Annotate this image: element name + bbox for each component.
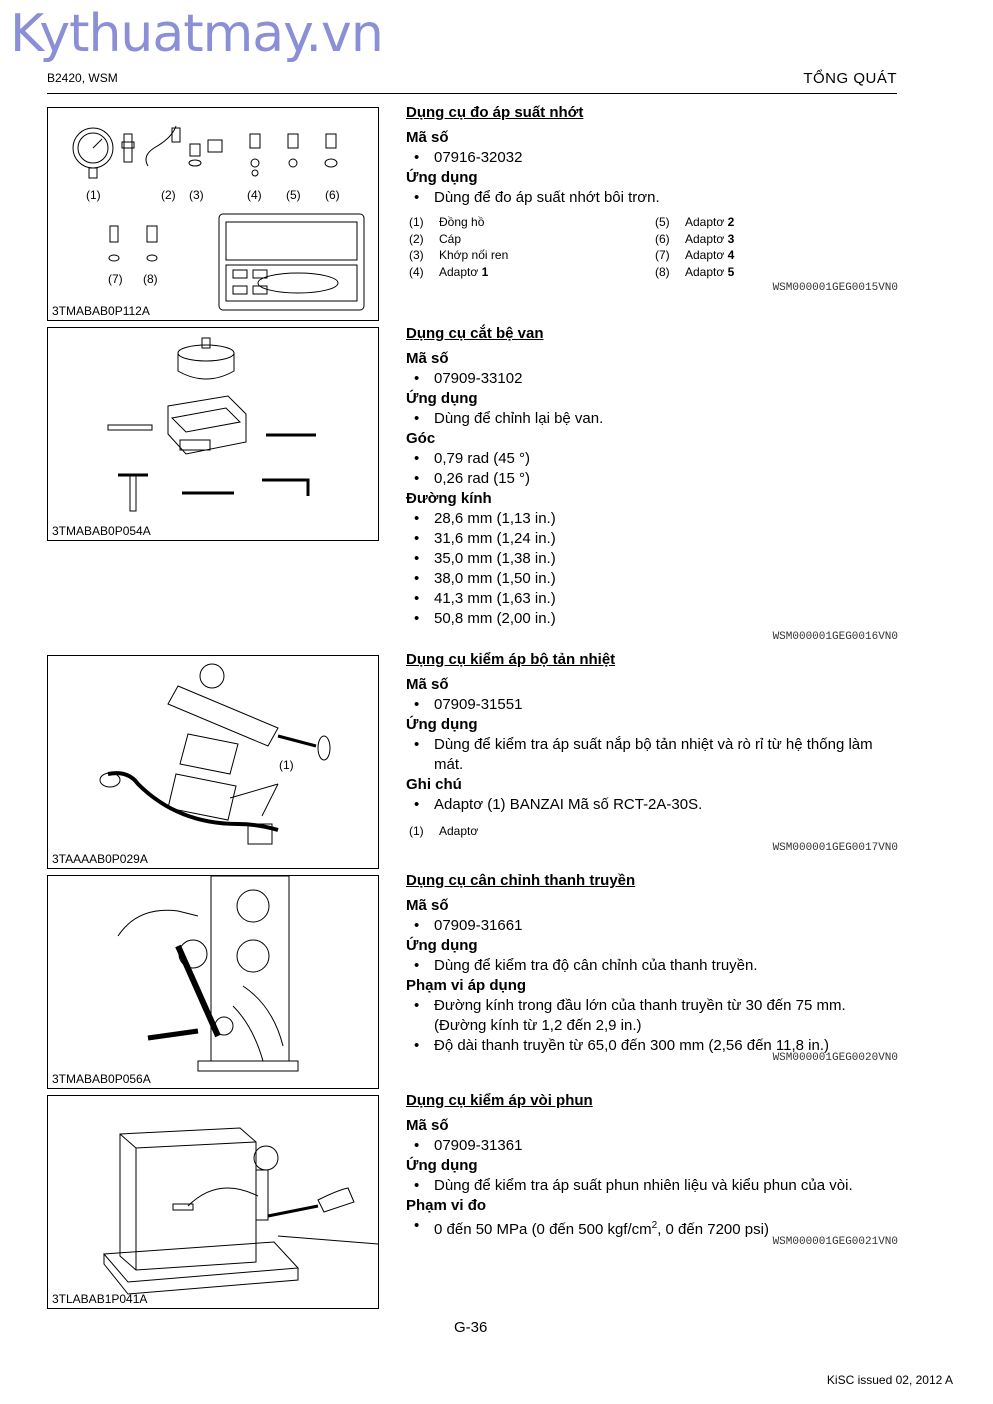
fig1-label-3: (3) (189, 188, 204, 202)
figure-connecting-rod-aligner (47, 875, 379, 1089)
code-value: • 07916-32032 (406, 148, 898, 168)
section-radiator-tester (406, 651, 898, 854)
note-value: • Adaptơ (1) BANZAI Mã số RCT-2A-30S. (406, 795, 898, 815)
code-value: • 07909-31661 (406, 916, 898, 936)
figure-valve-seat-cutter (47, 327, 379, 541)
reference-code: WSM000001GEG0017VN0 (772, 841, 898, 854)
oil-pressure-tester-illustration (48, 108, 378, 320)
fig1-label-4: (4) (247, 188, 262, 202)
figure-code: 3TAAAAB0P029A (52, 852, 148, 866)
diameter-item: • 35,0 mm (1,38 in.) (406, 549, 898, 569)
fig1-label-2: (2) (161, 188, 176, 202)
diameter-item: • 31,6 mm (1,24 in.) (406, 529, 898, 549)
watermark: Kythuatmay.vn (10, 4, 383, 64)
legend-list (406, 823, 898, 840)
use-value: • Dùng để đo áp suất nhớt bôi trơn. (406, 188, 898, 208)
code-value: • 07909-31361 (406, 1136, 898, 1156)
code-label: Mã số (406, 350, 449, 367)
figure-code: 3TMABAB0P054A (52, 524, 151, 538)
fig1-label-1: (1) (86, 188, 101, 202)
legend-item: (7) Adaptơ 4 (655, 248, 735, 262)
valve-seat-cutter-illustration (48, 328, 378, 540)
use-label: Ứng dụng (406, 937, 478, 954)
diameter-item: • 41,3 mm (1,63 in.) (406, 589, 898, 609)
range-label: Phạm vi đo (406, 1197, 487, 1214)
figure-radiator-tester (47, 655, 379, 869)
range-item: • Độ dài thanh truyền từ 65,0 đến 300 mm (2,56 đến 11,8 in.) (406, 1036, 898, 1056)
legend-item: (2) Cáp (409, 231, 462, 246)
diameter-item: • 50,8 mm (2,00 in.) (406, 609, 898, 629)
angle-item: • 0,26 rad (15 °) (406, 469, 898, 489)
header-chapter: TỔNG QUÁT (803, 70, 897, 87)
fig1-label-7: (7) (108, 272, 123, 286)
section-nozzle-tester (406, 1092, 898, 1248)
note-label: Ghi chú (406, 776, 462, 793)
legend-item: (6) Adaptơ 3 (655, 231, 735, 246)
fig1-label-5: (5) (286, 188, 301, 202)
use-label: Ứng dụng (406, 1157, 478, 1174)
section-oil-pressure-tester (406, 104, 898, 294)
diameter-item: • 38,0 mm (1,50 in.) (406, 569, 898, 589)
use-label: Ứng dụng (406, 716, 478, 733)
code-label: Mã số (406, 129, 449, 146)
use-value: • Dùng để kiểm tra áp suất nắp bộ tản nhiệt và rò rỉ từ hệ thống làm mát. (406, 735, 898, 775)
figure-oil-pressure-tester (47, 107, 379, 321)
figure-code: 3TMABAB0P056A (52, 1072, 151, 1086)
diameter-label: Đường kính (406, 490, 492, 507)
section-valve-seat-cutter (406, 325, 898, 643)
fig1-label-6: (6) (325, 188, 340, 202)
connecting-rod-aligner-illustration (48, 876, 378, 1088)
code-value: • 07909-33102 (406, 369, 898, 389)
code-label: Mã số (406, 676, 449, 693)
page-number: G-36 (454, 1319, 488, 1336)
angle-label: Góc (406, 430, 436, 447)
reference-code: WSM000001GEG0021VN0 (772, 1236, 898, 1248)
nozzle-tester-illustration (48, 1096, 378, 1308)
header-rule (47, 93, 897, 94)
range-item: • 0 đến 50 MPa (0 đến 500 kgf/$cm^2$, 0 đến 7200 psi) (406, 1216, 898, 1240)
reference-code: WSM000001GEG0020VN0 (772, 1052, 898, 1064)
figure-code: 3TLABAB1P041A (52, 1292, 148, 1306)
footer-issue: KiSC issued 02, 2012 A (826, 1373, 953, 1387)
figure-nozzle-tester (47, 1095, 379, 1309)
section-title: Dụng cụ cắt bệ van (406, 325, 544, 342)
range-item: • Đường kính trong đầu lớn của thanh truyền từ 30 đến 75 mm. (Đường kính từ 1,2 đến 2,9 in.) (406, 996, 898, 1036)
radiator-tester-illustration (48, 656, 378, 868)
section-connecting-rod-aligner (406, 872, 898, 1064)
legend-item: (3) Khớp nối ren (409, 248, 509, 262)
use-label: Ứng dụng (406, 390, 478, 407)
legend-item: (1) Đồng hồ (409, 215, 485, 229)
diameter-item: • 28,6 mm (1,13 in.) (406, 509, 898, 529)
angle-item: • 0,79 rad (45 °) (406, 449, 898, 469)
use-value: • Dùng để chỉnh lại bệ van. (406, 409, 898, 429)
use-value: • Dùng để kiểm tra độ cân chỉnh của thanh truyền. (406, 956, 898, 976)
header-model: B2420, WSM (47, 71, 118, 85)
figure-code: 3TMABAB0P112A (52, 304, 150, 318)
section-title: Dụng cụ đo áp suất nhớt (406, 104, 584, 121)
fig1-label-8: (8) (143, 272, 158, 286)
legend-list (406, 214, 898, 280)
use-label: Ứng dụng (406, 169, 478, 186)
use-value: • Dùng để kiểm tra áp suất phun nhiên liệu và kiểu phun của vòi. (406, 1176, 898, 1196)
legend-item: (4) Adaptơ 1 (409, 264, 489, 279)
range-label: Phạm vi áp dụng (406, 977, 527, 994)
fig3-label-1: (1) (279, 758, 294, 772)
section-title: Dụng cụ kiểm áp vòi phun (406, 1092, 593, 1109)
code-label: Mã số (406, 897, 449, 914)
code-value: • 07909-31551 (406, 695, 898, 715)
reference-code: WSM000001GEG0015VN0 (772, 282, 898, 294)
legend-item: (1) Adaptơ (409, 824, 479, 838)
legend-item: (8) Adaptơ 5 (655, 264, 735, 279)
code-label: Mã số (406, 1117, 449, 1134)
section-title: Dụng cụ kiểm áp bộ tản nhiệt (406, 651, 616, 668)
reference-code: WSM000001GEG0016VN0 (772, 631, 898, 643)
section-title: Dụng cụ cân chỉnh thanh truyền (406, 872, 636, 889)
legend-item: (5) Adaptơ 2 (655, 215, 735, 229)
